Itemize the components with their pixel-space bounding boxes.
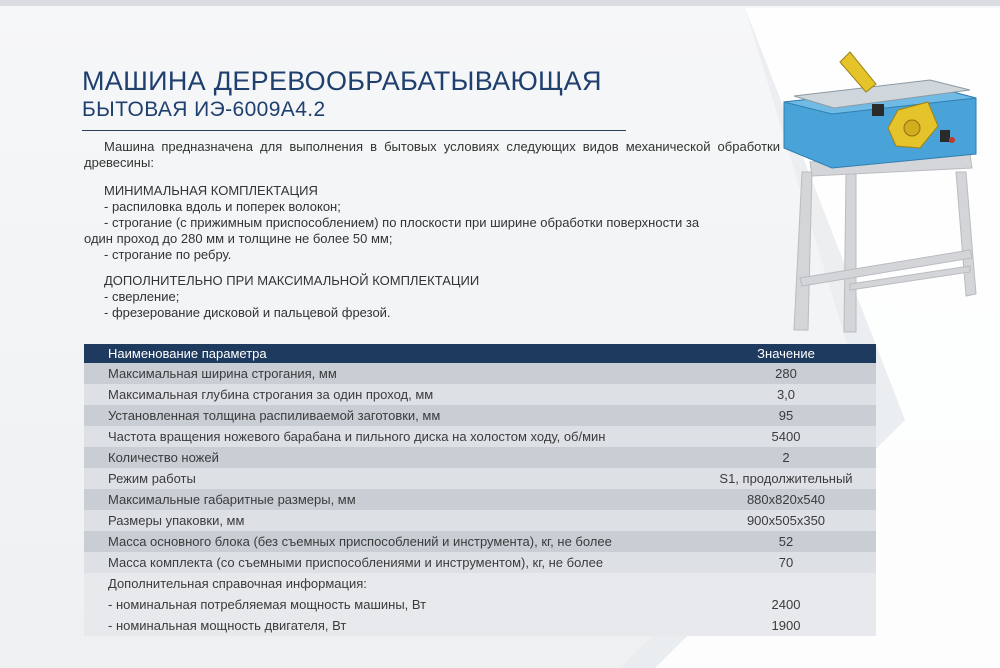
table-row [84, 426, 876, 447]
value-cell [696, 573, 876, 594]
value-cell: 95 [696, 405, 876, 426]
table-row [84, 363, 876, 384]
max-config-item: - фрезерование дисковой и пальцевой фрезой. [104, 305, 391, 320]
value-cell: 900x505x350 [696, 510, 876, 531]
table-row [84, 552, 876, 573]
table-row [84, 384, 876, 405]
value-cell: 3,0 [696, 384, 876, 405]
table-row [84, 489, 876, 510]
param-cell: - номинальная мощность двигателя, Вт [84, 615, 696, 636]
table-row [84, 531, 876, 552]
table-row [84, 573, 876, 594]
value-cell: 2400 [696, 594, 876, 615]
top-strip [0, 0, 1000, 6]
value-cell: 52 [696, 531, 876, 552]
value-cell: 70 [696, 552, 876, 573]
max-config-section [84, 273, 780, 321]
param-cell: Количество ножей [84, 447, 696, 468]
machine-stand [794, 154, 976, 332]
param-cell: Размеры упаковки, мм [84, 510, 696, 531]
table-header-row [84, 344, 876, 363]
machine-body [784, 80, 976, 168]
param-cell: Дополнительная справочная информация: [84, 573, 696, 594]
title-divider [82, 130, 626, 131]
min-config-item: один проход до 280 мм и толщине не более 50 мм; [84, 231, 393, 246]
max-config-heading: ДОПОЛНИТЕЛЬНО ПРИ МАКСИМАЛЬНОЙ КОМПЛЕКТАЦИИ [104, 273, 480, 288]
woodworking-machine-image [780, 44, 980, 334]
value-cell: 1900 [696, 615, 876, 636]
spec-table [84, 344, 876, 636]
table-row [84, 447, 876, 468]
param-cell: Максимальные габаритные размеры, мм [84, 489, 696, 510]
param-cell: Масса комплекта (со съемными приспособлениями и инструментом), кг, не более [84, 552, 696, 573]
param-cell: Частота вращения ножевого барабана и пильного диска на холостом ходу, об/мин [84, 426, 696, 447]
table-row [84, 405, 876, 426]
value-cell: 2 [696, 447, 876, 468]
intro-paragraph: Машина предназначена для выполнения в бытовых условиях следующих видов механической обработки древесины: [84, 139, 780, 170]
param-cell: Установленная толщина распиливаемой заготовки, мм [84, 405, 696, 426]
max-config-item: - сверление; [104, 289, 180, 304]
min-config-item: - строгание (с прижимным приспособлением) по плоскости при ширине обработки поверхности за [104, 215, 700, 230]
table-row [84, 468, 876, 489]
min-config-item: - строгание по ребру. [104, 247, 232, 262]
min-config-heading: МИНИМАЛЬНАЯ КОМПЛЕКТАЦИЯ [104, 183, 318, 198]
page-title: МАШИНА ДЕРЕВООБРАБАТЫВАЮЩАЯ [82, 66, 602, 96]
header-value: Значение [696, 344, 876, 363]
param-cell: Масса основного блока (без съемных приспособлений и инструмента), кг, не более [84, 531, 696, 552]
param-cell: - номинальная потребляемая мощность машины, Вт [84, 594, 696, 615]
page-subtitle: БЫТОВАЯ ИЭ-6009А4.2 [82, 98, 326, 121]
table-row [84, 594, 876, 615]
param-cell: Максимальная глубина строгания за один проход, мм [84, 384, 696, 405]
param-cell: Режим работы [84, 468, 696, 489]
value-cell: 5400 [696, 426, 876, 447]
value-cell: 880x820x540 [696, 489, 876, 510]
param-cell: Максимальная ширина строгания, мм [84, 363, 696, 384]
min-config-section [84, 183, 780, 263]
table-row [84, 615, 876, 636]
header-param: Наименование параметра [84, 344, 696, 363]
value-cell: 280 [696, 363, 876, 384]
value-cell: S1, продолжительный [696, 468, 876, 489]
table-row [84, 510, 876, 531]
min-config-item: - распиловка вдоль и поперек волокон; [104, 199, 341, 214]
